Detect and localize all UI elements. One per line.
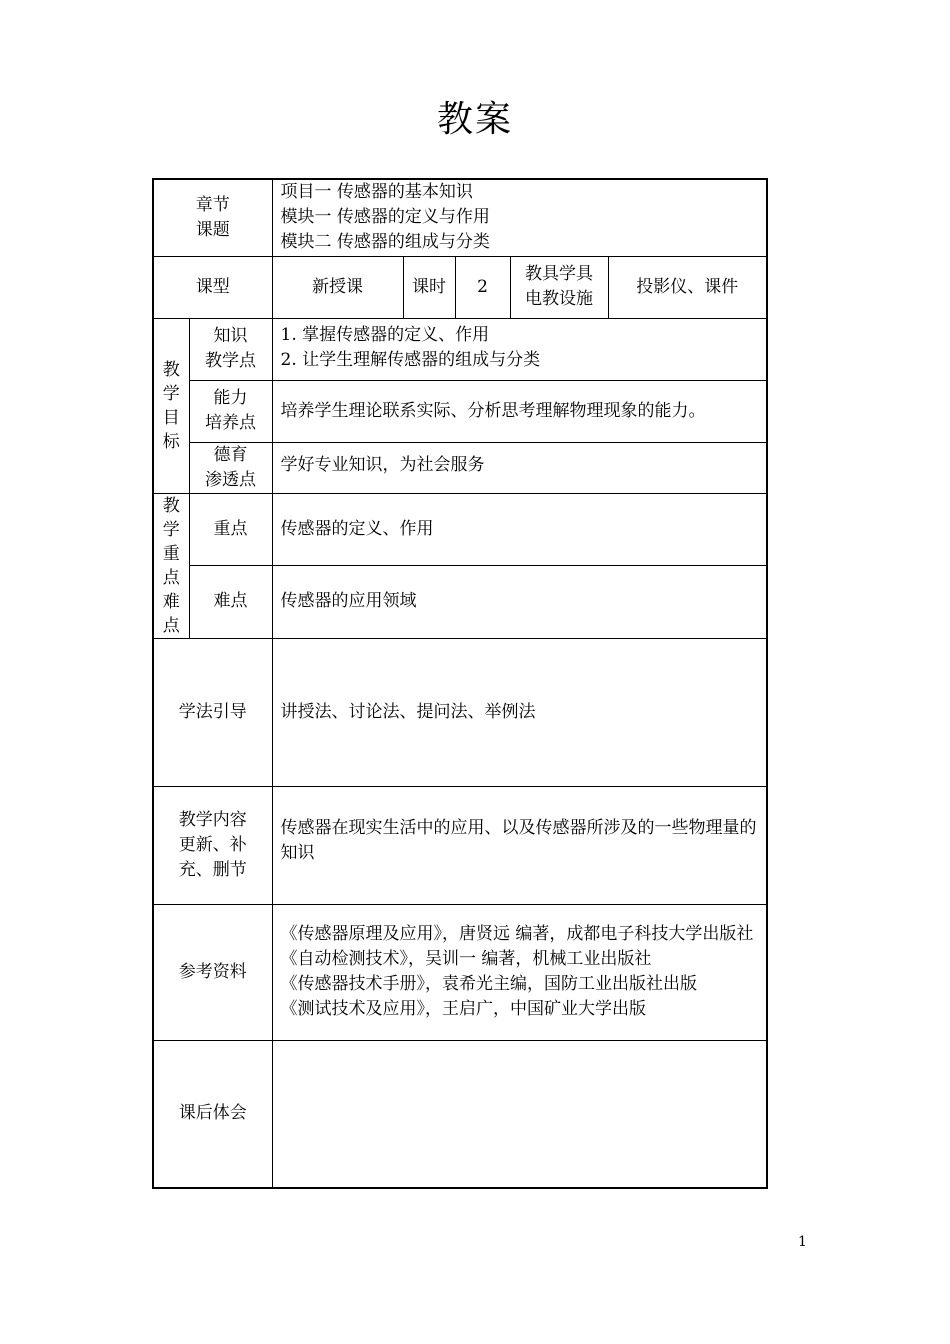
- page-title: 教案: [436, 99, 513, 140]
- key-points-group-label: [153, 493, 189, 638]
- content-update-label: [153, 786, 272, 904]
- references-label: 参考资料: [153, 904, 272, 1040]
- difficult-point-label: 难点: [189, 566, 272, 639]
- moral-label-line-1: 德育: [213, 444, 248, 465]
- ability-label-line-1: 能力: [213, 388, 248, 408]
- chapter-value-line-1: 项目一 传感器的基本知识: [280, 182, 473, 203]
- chapter-label: [153, 179, 272, 256]
- references-value: [272, 904, 767, 1040]
- knowledge-label-line-2: 教学点: [205, 351, 256, 371]
- key-point-value: 传感器的定义、作用: [272, 493, 767, 566]
- content-update-label-line-1: 教学内容: [178, 809, 247, 830]
- hours-label: 课时: [403, 256, 455, 318]
- equipment-label: [510, 256, 608, 318]
- key-point-label: 重点: [189, 493, 272, 566]
- reflection-label: 课后体会: [153, 1040, 272, 1188]
- method-value: 讲授法、讨论法、提问法、举例法: [272, 638, 767, 786]
- objectives-group-label: [153, 318, 189, 493]
- content-update-label-line-3: 充、删节: [178, 859, 247, 880]
- key-points-char-1: 教: [162, 495, 180, 516]
- course-type-row: [153, 256, 767, 318]
- knowledge-value-line-1: 1. 掌握传感器的定义、作用: [280, 324, 490, 345]
- difficult-point-value: 传感器的应用领域: [272, 566, 767, 639]
- content-update-row: [153, 786, 767, 904]
- chapter-value-line-3: 模块二 传感器的组成与分类: [280, 232, 490, 253]
- key-points-char-4: 点: [162, 567, 180, 588]
- knowledge-value: [272, 318, 767, 380]
- ability-row: [153, 380, 767, 442]
- objectives-char-4: 标: [162, 431, 180, 452]
- moral-label: [189, 442, 272, 493]
- equipment-label-line-2: 电教设施: [525, 289, 593, 309]
- ability-label: [189, 380, 272, 442]
- knowledge-label: [189, 318, 272, 380]
- moral-row: [153, 442, 767, 493]
- knowledge-label-line-1: 知识: [213, 326, 248, 346]
- reference-item-4: 《测试技术及应用》，王启广，中国矿业大学出版: [280, 999, 646, 1019]
- hours-value: 2: [455, 256, 510, 318]
- objectives-char-2: 学: [162, 383, 180, 404]
- chapter-value: [272, 179, 767, 256]
- course-type-label: 课型: [153, 256, 272, 318]
- content-update-label-line-2: 更新、补: [178, 834, 247, 855]
- key-points-char-2: 学: [162, 519, 180, 540]
- moral-value: 学好专业知识，为社会服务: [272, 442, 767, 493]
- chapter-row: [153, 179, 767, 256]
- key-points-char-6: 点: [162, 615, 180, 636]
- method-row: [153, 638, 767, 786]
- key-point-row: [153, 493, 767, 566]
- reference-item-3: 《传感器技术手册》，袁希光主编，国防工业出版社出版: [280, 974, 697, 994]
- objectives-char-3: 目: [162, 407, 180, 428]
- key-points-char-5: 难: [162, 591, 180, 612]
- content-update-value: [272, 786, 767, 904]
- knowledge-value-line-2: 2. 让学生理解传感器的组成与分类: [280, 349, 541, 370]
- method-label: 学法引导: [153, 638, 272, 786]
- course-type-value: 新授课: [272, 256, 403, 318]
- key-points-char-3: 重: [162, 543, 180, 564]
- equipment-value: 投影仪、课件: [608, 256, 767, 318]
- reference-item-2: 《自动检测技术》，吴训一 编著，机械工业出版社: [280, 949, 652, 969]
- content-update-text: 传感器在现实生活中的应用、以及传感器所涉及的一些物理量的知识: [280, 818, 757, 863]
- ability-label-line-2: 培养点: [205, 413, 256, 433]
- ability-value: 培养学生理论联系实际、分析思考理解物理现象的能力。: [272, 380, 767, 442]
- knowledge-row: [153, 318, 767, 380]
- equipment-label-line-1: 教具学具: [525, 264, 593, 284]
- difficult-point-row: [153, 566, 767, 639]
- moral-label-line-2: 渗透点: [205, 469, 256, 490]
- objectives-char-1: 教: [162, 359, 180, 380]
- chapter-label-line-1: 章节: [195, 194, 230, 215]
- lesson-plan-table: [152, 178, 768, 1189]
- page-number: 1: [798, 1234, 807, 1250]
- chapter-value-line-2: 模块一 传感器的定义与作用: [280, 207, 490, 228]
- reference-item-1: 《传感器原理及应用》，唐贤远 编著，成都电子科技大学出版社: [280, 924, 754, 944]
- references-row: [153, 904, 767, 1040]
- reflection-row: [153, 1040, 767, 1188]
- chapter-label-line-2: 课题: [195, 219, 230, 240]
- reflection-value: [272, 1040, 767, 1188]
